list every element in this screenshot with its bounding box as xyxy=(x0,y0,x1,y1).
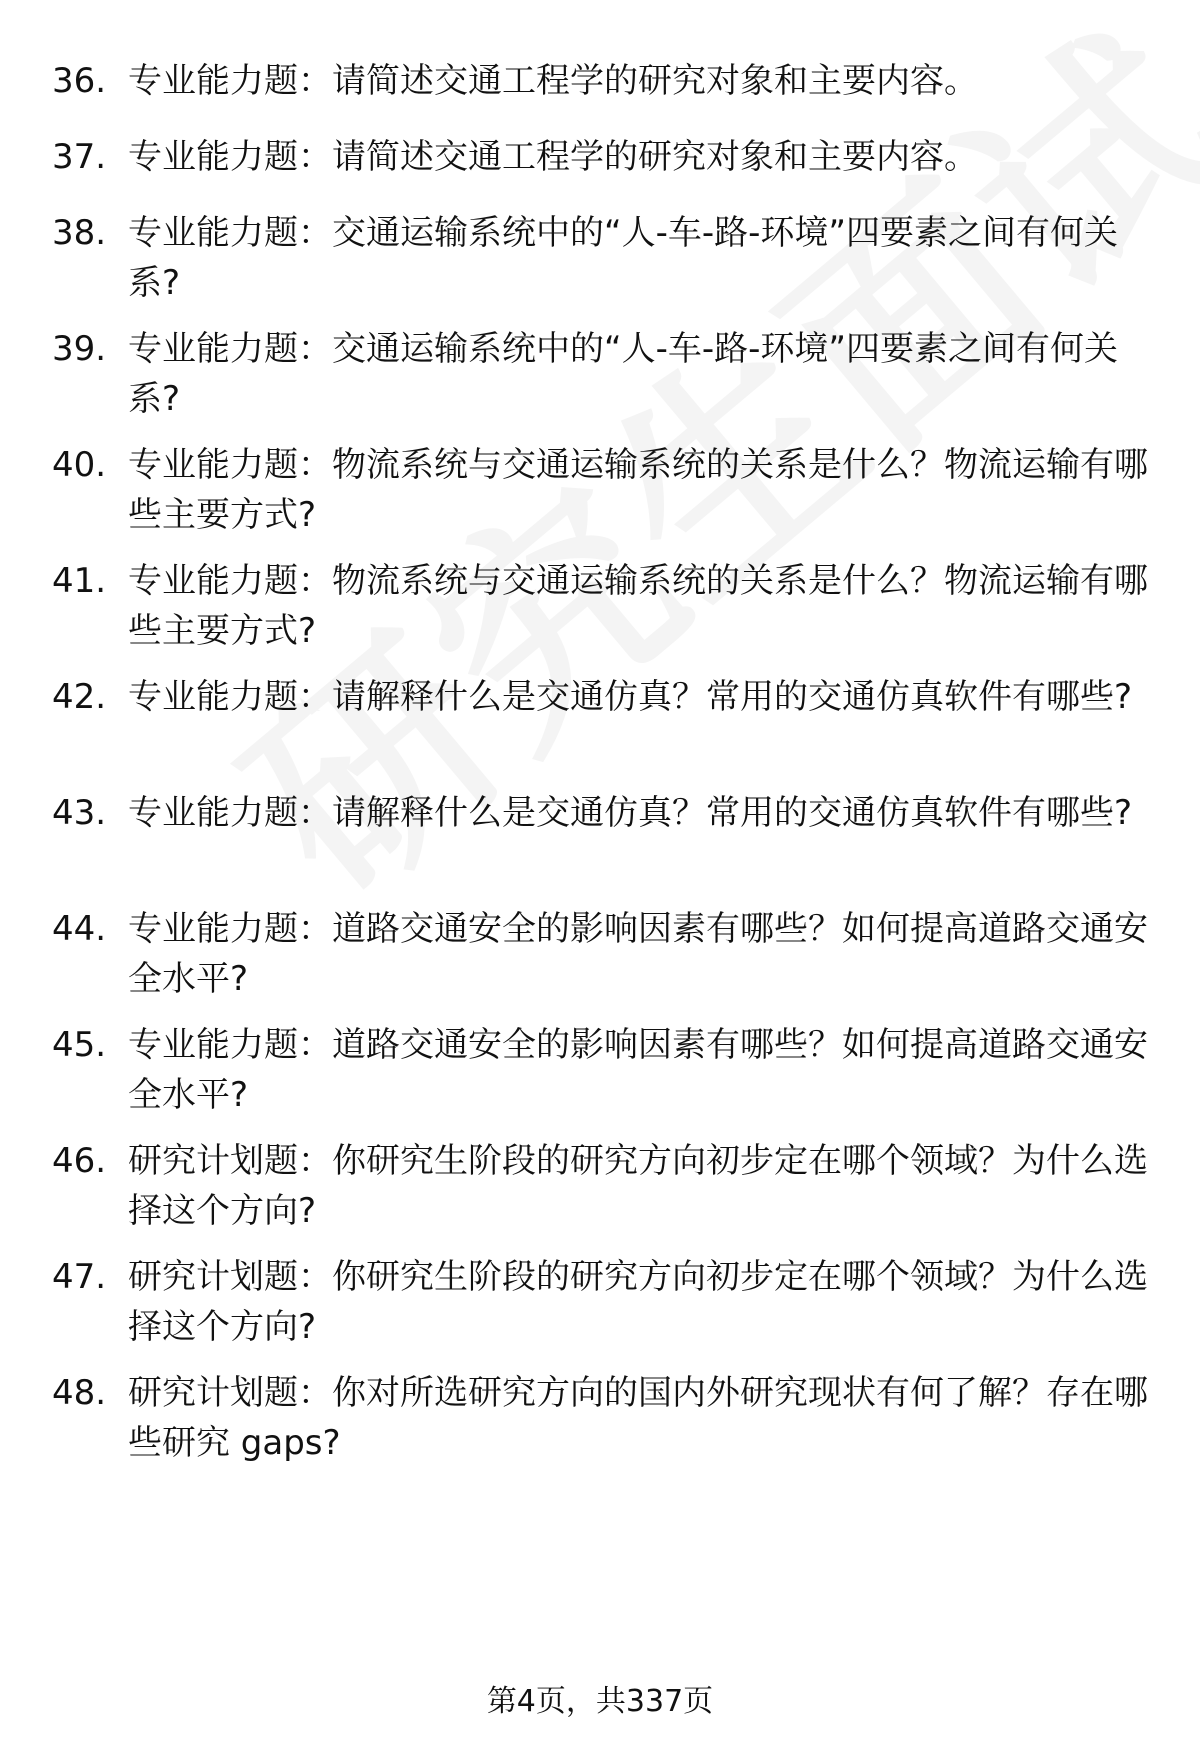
question-number: 36. xyxy=(52,61,107,101)
question-number: 48. xyxy=(52,1373,107,1413)
question-text: 专业能力题：物流系统与交通运输系统的关系是什么？物流运输有哪些主要方式? xyxy=(128,445,1148,535)
question-text: 专业能力题：请简述交通工程学的研究对象和主要内容。 xyxy=(128,61,978,101)
question-number: 47. xyxy=(52,1257,107,1297)
question-number: 41. xyxy=(52,561,107,601)
question-text: 研究计划题：你对所选研究方向的国内外研究现状有何了解？存在哪些研究 gaps? xyxy=(128,1373,1148,1463)
question-number: 37. xyxy=(52,137,107,177)
question-number: 40. xyxy=(52,445,107,485)
question-text: 专业能力题：交通运输系统中的“人-车-路-环境”四要素之间有何关系? xyxy=(128,329,1119,419)
question-number: 42. xyxy=(52,677,107,717)
question-text: 专业能力题：交通运输系统中的“人-车-路-环境”四要素之间有何关系? xyxy=(128,213,1119,303)
question-text: 研究计划题：你研究生阶段的研究方向初步定在哪个领域？为什么选择这个方向? xyxy=(128,1141,1148,1231)
question-number: 43. xyxy=(52,793,107,833)
question-number: 45. xyxy=(52,1025,107,1065)
question-text: 专业能力题：物流系统与交通运输系统的关系是什么？物流运输有哪些主要方式? xyxy=(128,561,1148,651)
question-text: 研究计划题：你研究生阶段的研究方向初步定在哪个领域？为什么选择这个方向? xyxy=(128,1257,1148,1347)
question-text: 专业能力题：道路交通安全的影响因素有哪些？如何提高道路交通安全水平? xyxy=(128,1025,1148,1115)
question-text: 专业能力题：道路交通安全的影响因素有哪些？如何提高道路交通安全水平? xyxy=(128,909,1148,999)
question-text: 专业能力题：请解释什么是交通仿真？常用的交通仿真软件有哪些? xyxy=(128,677,1133,717)
question-text: 专业能力题：请解释什么是交通仿真？常用的交通仿真软件有哪些? xyxy=(128,793,1133,833)
question-number: 44. xyxy=(52,909,107,949)
question-number: 38. xyxy=(52,213,107,253)
question-text: 专业能力题：请简述交通工程学的研究对象和主要内容。 xyxy=(128,137,978,177)
page-footer: 第4页，共337页 xyxy=(486,1684,714,1719)
question-number: 46. xyxy=(52,1141,107,1181)
question-number: 39. xyxy=(52,329,107,369)
